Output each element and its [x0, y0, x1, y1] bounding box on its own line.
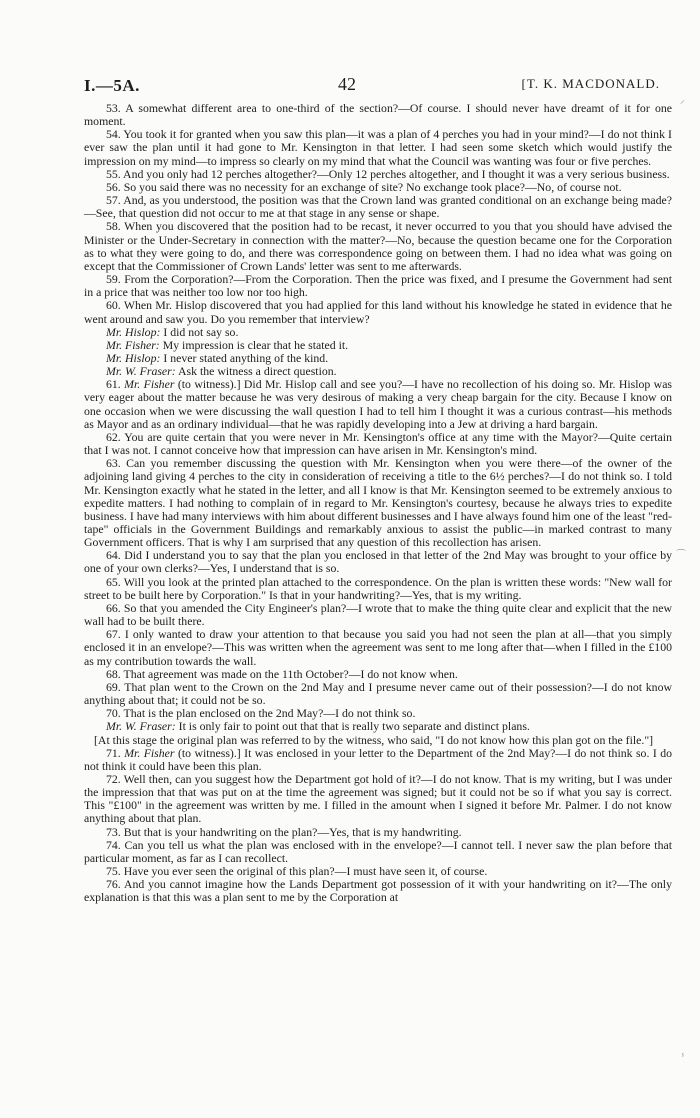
question-number: 61.	[106, 377, 121, 392]
paragraph: 76. And you cannot imagine how the Lands Department got possession of it with your handwriting on it?—The only explanation is that this was a plan sent to me by the Corporation at	[84, 877, 672, 905]
statement: I did not say so.	[163, 324, 239, 339]
paragraph: 58. When you discovered that the position had to be recast, it never occurred to you that you should have advised the Minister or the Under-Secretary in connection with the matter?—No, because the question became one for the Corporation as to what they were going to do, and there was correspondence going on between them. I had no idea what was going on except that the Commissioner of Crown Lands' letter was sent to me afterwards.	[84, 219, 672, 273]
paragraph: 74. Can you tell us what the plan was enclosed with in the envelope?—I cannot tell. I never saw the plan before that particular moment, as far as I can recollect.	[84, 837, 672, 865]
speaker-label: Mr. Fisher	[124, 745, 175, 760]
margin-mark: ⌒	[676, 550, 686, 561]
page-number: 42	[338, 74, 356, 94]
editorial-note: [At this stage the original plan was referred to by the witness, who said, "I do not know how this plan got on the file."]	[94, 732, 654, 747]
speaker-label: Mr. Fisher	[124, 377, 175, 392]
document-reference: I.—5A.	[84, 76, 140, 95]
paragraph: 65. Will you look at the printed plan attached to the correspondence. On the plan is written these words: "New wall for street to be built here by Corporation." Is that in your handwriting?—Yes, that is my writing.	[84, 574, 672, 602]
paragraph: 62. You are quite certain that you were never in Mr. Kensington's office at any time with the Mayor?—Quite certain that I was not. I cannot conceive how that impression can have arisen in Mr. Kensington's mind.	[84, 429, 672, 458]
paragraph: 59. From the Corporation?—From the Corporation. Then the price was fixed, and I presume the Government had sent in a price that was neither too low nor too high.	[84, 272, 672, 300]
paragraph: 54. You took it for granted when you saw this plan—it was a plan of 4 perches you had in your mind?—I do not think I ever saw the plan until it had gone to Mr. Kensington in that letter. I had seen some sketch which would justify the impression on my mind—to impress so clearly on my mind that what the Council was wanting was four or five perches.	[84, 127, 672, 168]
speaker-label: Mr. W. Fraser:	[106, 719, 176, 734]
paragraph: 70. That is the plan enclosed on the 2nd May?—I do not think so.	[106, 706, 416, 721]
paragraph: 66. So that you amended the City Engineer's plan?—I wrote that to make the thing quite clear and explicit that the new wall had to be built there.	[84, 600, 672, 629]
paragraph: 56. So you said there was no necessity for an exchange of site? No exchange took place?—No, of course not.	[106, 179, 622, 194]
paragraph: 67. I only wanted to draw your attention to that because you said you had not seen the plan at all—that you simply enclosed it in an envelope?—This was written when the agreement was sent to me long after that—when I filled in the £100 as my contribution towards the wall.	[84, 627, 672, 668]
paragraph: 68. That agreement was made on the 11th October?—I do not know when.	[106, 666, 458, 681]
paragraph: 53. A somewhat different area to one-third of the section?—Of course. I should never have dreamt of it for one moment.	[84, 101, 672, 129]
paragraph: 75. Have you ever seen the original of this plan?—I must have seen it, of course.	[106, 864, 488, 879]
paragraph: 69. That plan went to the Crown on the 2nd May and I presume never came out of their possession?—I do not know anything about that; it could not be so.	[84, 679, 672, 708]
paragraph	[84, 378, 672, 431]
speaker-label: Mr. Hislop:	[106, 350, 161, 365]
speaker-label: Mr. Hislop:	[106, 324, 161, 339]
paragraph: 57. And, as you understood, the position was that the Crown land was granted conditional on an exchange being made?—See, that question did not occur to me at that stage in any sense or shape.	[84, 193, 672, 221]
statement: My impression is clear that he stated it.	[162, 337, 349, 352]
statement: I never stated anything of the kind.	[163, 350, 329, 365]
exchange-line	[84, 720, 672, 733]
paragraph	[84, 747, 672, 773]
paragraph: 64. Did I understand you to say that the plan you enclosed in that letter of the 2nd May was brought to your office by one of your own clerks?—Yes, I understand that is so.	[84, 548, 672, 576]
margin-mark: ⸝	[680, 95, 685, 106]
paragraph: 72. Well then, can you suggest how the Department got hold of it?—I do not know. That is my writing, but I was under the impression that that was put on at the time the agreement was signed; but it could not be so if what you say is correct. This "£100" in the agreement was written by me. I filled in the amount when I signed it before Mr. Palmer. I do not know anything about that plan.	[84, 771, 672, 826]
paragraph: 55. And you only had 12 perches altogether?—Only 12 perches altogether, and I thought it was a very serious business.	[106, 166, 670, 181]
paragraph: 60. When Mr. Hislop discovered that you had applied for this land without his knowledge he stated in evidence that he went around and saw you. Do you remember that interview?	[84, 298, 672, 326]
speaker-label: Mr. Fisher:	[106, 337, 160, 352]
statement: (to witness).] Did Mr. Hislop call and see you?—I have no recollection of his doing so. Mr. Hislop was very eager about the matter because he was very desirous of making a very cheap bargain for the city. Because I know on one occasion when we were discussing the wall question I had to tell him I thought it was a curious contrast—his methods as Mayor and as an ordinary individual—that he was rapidly developing into a Jew at driving a hard bargain.	[84, 377, 673, 431]
statement: It is only fair to point out that that is really two separate and distinct plans.	[178, 719, 530, 734]
witness-name: [T. K. MACDONALD.	[521, 76, 660, 91]
paragraph: 73. But that is your handwriting on the plan?—Yes, that is my handwriting.	[106, 824, 462, 839]
statement: (to witness).] It was enclosed in your letter to the Department of the 2nd May?—I do not think so. I do not think it could have been this plan.	[84, 745, 673, 773]
paragraph: 63. Can you remember discussing the question with Mr. Kensington when you were there—of the owner of the adjoining land giving 4 perches to the city in consideration of receiving a title to the 6½ perches?—I do not think so. I told Mr. Kensington exactly what he stated in the letter, and all I know is that Mr. Kensington seemed to be extremely anxious to expedite matters. I had nothing to complain of in regard to Mr. Kensington's courtesy, because he always tries to expedite business. I have had many interviews with him about different businesses and I have always found him one of the least "red-tape" officials in the Government Buildings and remarkably anxious to assist the public—in marked contrast to many Government officers. That is why I am surprised that any question of this recollection has arisen.	[84, 456, 672, 550]
page-header	[84, 74, 660, 96]
question-number: 71.	[106, 745, 121, 760]
statement: Ask the witness a direct question.	[178, 364, 337, 379]
document-body	[84, 102, 672, 905]
speaker-label: Mr. W. Fraser:	[106, 364, 176, 379]
margin-mark: ⸯ	[680, 1055, 686, 1066]
